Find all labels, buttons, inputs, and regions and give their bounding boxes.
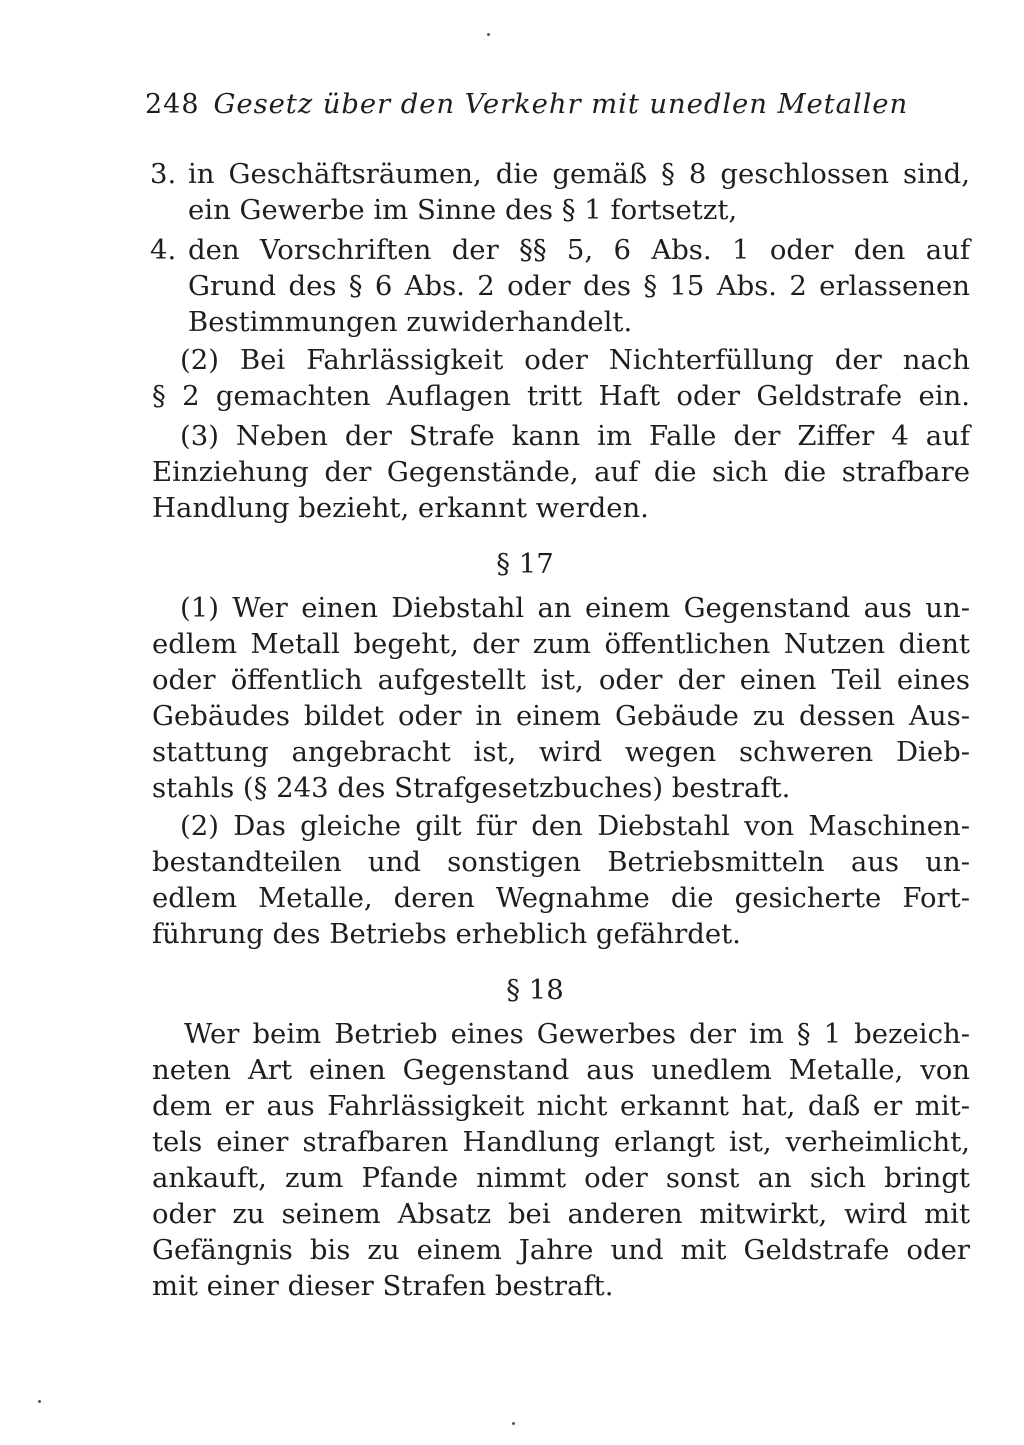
section-heading: § 17: [496, 548, 554, 580]
text-line: (1) Wer einen Diebstahl an einem Gegenstand aus un-: [180, 592, 970, 624]
text-line: in Geschäftsräumen, die gemäß § 8 geschlossen sind,: [188, 158, 970, 190]
page-header: [145, 88, 909, 132]
scan-speck: [512, 1422, 515, 1425]
text-line: Bestimmungen zuwiderhandelt.: [188, 306, 633, 338]
text-line: Grund des § 6 Abs. 2 oder des § 15 Abs. 2 erlassenen: [188, 270, 970, 302]
text-line: oder zu seinem Absatz bei anderen mitwirkt, wird mit: [152, 1198, 970, 1230]
text-line: § 2 gemachten Auflagen tritt Haft oder Geldstrafe ein.: [152, 380, 970, 412]
text-line: dem er aus Fahrlässigkeit nicht erkannt hat, daß er mit-: [152, 1090, 970, 1122]
text-line: tels einer strafbaren Handlung erlangt ist, verheimlicht,: [152, 1126, 970, 1158]
text-line: ankauft, zum Pfande nimmt oder sonst an sich bringt: [152, 1162, 970, 1194]
text-line: bestandteilen und sonstigen Betriebsmitteln aus un-: [152, 846, 970, 878]
text-line: führung des Betriebs erheblich gefährdet.: [152, 918, 741, 950]
running-title: Gesetz über den Verkehr mit unedlen Metallen: [213, 88, 909, 120]
section-heading: § 18: [506, 974, 564, 1006]
text-line: neten Art einen Gegenstand aus unedlem Metalle, von: [152, 1054, 970, 1086]
text-line: (2) Das gleiche gilt für den Diebstahl von Maschinen-: [180, 810, 970, 842]
text-line: Handlung bezieht, erkannt werden.: [152, 492, 649, 524]
text-line: mit einer dieser Strafen bestraft.: [152, 1270, 614, 1302]
text-line: (3) Neben der Strafe kann im Falle der Ziffer 4 auf: [180, 420, 970, 452]
list-item-number: 4.: [150, 234, 177, 266]
text-line: stahls (§ 243 des Strafgesetzbuches) bestraft.: [152, 772, 791, 804]
list-item-number: 3.: [150, 158, 177, 190]
text-line: edlem Metalle, deren Wegnahme die gesicherte Fort-: [152, 882, 970, 914]
text-line: Einziehung der Gegenstände, auf die sich die strafbare: [152, 456, 970, 488]
text-line: oder öffentlich aufgestellt ist, oder der einen Teil eines: [152, 664, 970, 696]
text-line: den Vorschriften der §§ 5, 6 Abs. 1 oder den auf: [188, 234, 970, 266]
text-line: edlem Metall begeht, der zum öffentlichen Nutzen dient: [152, 628, 970, 660]
text-line: stattung angebracht ist, wird wegen schweren Dieb-: [152, 736, 970, 768]
scan-speck: [38, 1400, 41, 1403]
text-line: (2) Bei Fahrlässigkeit oder Nichterfüllung der nach: [180, 344, 970, 376]
text-line: ein Gewerbe im Sinne des § 1 fortsetzt,: [188, 194, 738, 226]
text-line: Gebäudes bildet oder in einem Gebäude zu dessen Aus-: [152, 700, 970, 732]
page-number: 248: [145, 89, 200, 120]
text-line: Gefängnis bis zu einem Jahre und mit Geldstrafe oder: [152, 1234, 970, 1266]
text-line: Wer beim Betrieb eines Gewerbes der im § 1 bezeich-: [184, 1018, 970, 1050]
scan-speck: [487, 33, 490, 36]
